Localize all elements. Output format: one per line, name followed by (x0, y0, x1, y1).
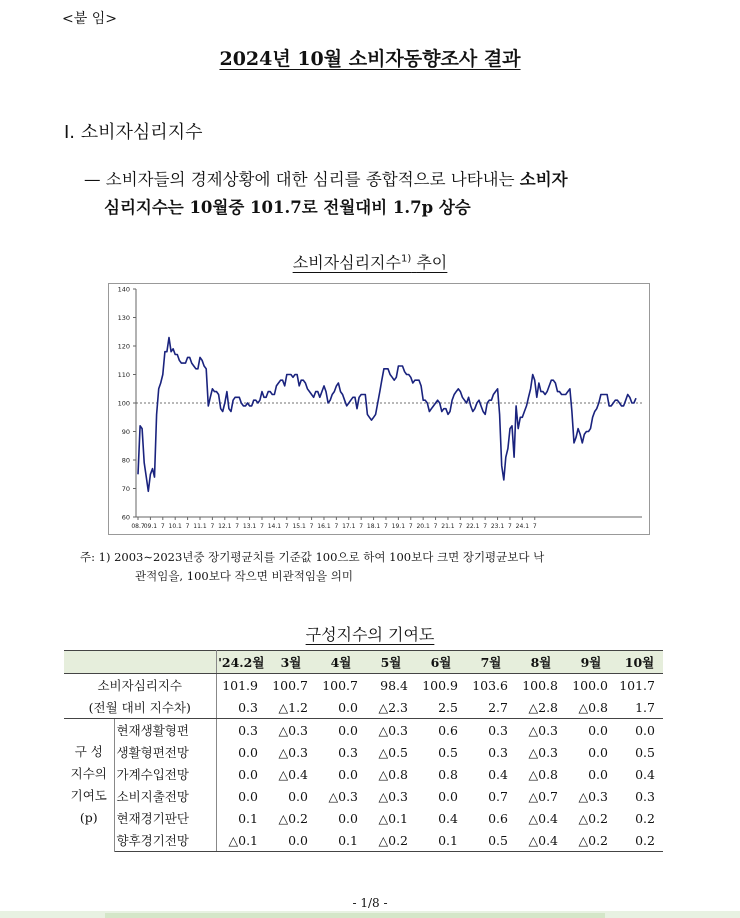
bullet-bold-2: 심리지수는 10월중 101.7로 전월대비 1.7p 상승 (104, 198, 471, 217)
group-label (64, 719, 114, 852)
page-title (0, 44, 740, 71)
cell: 0.3 (338, 744, 358, 760)
header-blank (64, 651, 216, 674)
cell: 0.1 (238, 810, 258, 826)
cell: 101.7 (619, 677, 655, 693)
y-tick-label: 80 (121, 456, 130, 465)
row-label: 현재생활형편 (114, 719, 216, 742)
cell: △0.3 (528, 744, 558, 760)
cell: △0.3 (378, 788, 408, 804)
cell: △0.4 (278, 766, 308, 782)
series-line (138, 338, 636, 492)
x-tick-label: 7 (433, 523, 438, 530)
cell: △0.3 (328, 788, 358, 804)
x-tick-label: 7 (185, 523, 190, 530)
x-tick-label: 7 (309, 523, 314, 530)
cell: △0.2 (366, 829, 416, 852)
y-tick-label: 120 (117, 342, 130, 351)
x-tick-label: 7 (408, 523, 413, 530)
cell: △0.3 (578, 788, 608, 804)
row-label: 생활형편전망 (114, 741, 216, 763)
cell: 0.3 (635, 788, 655, 804)
x-tick-label: 23.1 (490, 523, 505, 530)
cell: 100.9 (422, 677, 458, 693)
y-tick-label: 90 (121, 428, 130, 436)
component-row (64, 741, 663, 763)
component-row (64, 785, 663, 807)
cell: 0.0 (635, 722, 655, 738)
cell: △0.2 (578, 810, 608, 826)
x-tick-label: 17.1 (342, 523, 356, 530)
cell: △0.4 (528, 810, 558, 826)
x-tick-label: 7 (384, 523, 388, 530)
x-tick-label: 15.1 (292, 523, 306, 530)
y-tick-label: 60 (121, 513, 130, 522)
cell: 0.2 (616, 829, 663, 852)
x-tick-label: 10.1 (168, 523, 182, 530)
x-tick-label: 20.1 (416, 523, 430, 530)
col-header: 8월 (516, 651, 566, 674)
y-tick-label: 140 (117, 285, 130, 294)
x-tick-label: 7 (508, 523, 512, 530)
cell: 0.3 (216, 696, 266, 719)
col-header: 10월 (616, 651, 663, 674)
cell: △0.8 (566, 696, 616, 719)
cell: 0.7 (488, 788, 508, 804)
cell: △0.3 (278, 722, 308, 738)
contribution-table (64, 650, 663, 852)
component-row (64, 719, 663, 742)
bullet-dash: — (84, 170, 101, 189)
bullet-text: 소비자들의 경제상황에 대한 심리를 종합적으로 나타내는 (105, 170, 515, 189)
cell: △0.4 (516, 829, 566, 852)
chart-title-footnote: 1) (400, 253, 412, 265)
cell: △0.3 (278, 744, 308, 760)
y-tick-label: 70 (121, 485, 130, 493)
x-tick-label: 19.1 (391, 523, 406, 530)
page-title-text: 2024년 10월 소비자동향조사 결과 (219, 48, 521, 70)
x-tick-label: 21.1 (441, 523, 455, 530)
row-label: 소비지출전망 (114, 785, 216, 807)
cell: 0.0 (316, 696, 366, 719)
page-number: - 1/8 - (352, 896, 388, 910)
cell: 0.4 (488, 766, 508, 782)
cell: 0.5 (438, 744, 458, 760)
x-tick-label: 09.1 (143, 523, 158, 530)
x-tick-label: 13.1 (242, 523, 257, 530)
cell: 0.2 (635, 810, 655, 826)
cell: △2.8 (516, 696, 566, 719)
cell: △0.5 (378, 744, 408, 760)
x-tick-label: 18.1 (366, 523, 381, 530)
index-row (64, 674, 663, 697)
x-tick-label: 11.1 (193, 523, 207, 530)
x-tick-label: 14.1 (267, 523, 282, 530)
cell: 0.0 (438, 788, 458, 804)
cell: 0.4 (438, 810, 458, 826)
cell: 0.3 (488, 722, 508, 738)
bullet-bold-1: 소비자 (519, 170, 568, 189)
x-tick-label: 7 (458, 523, 463, 530)
cell: △0.2 (566, 829, 616, 852)
cell: △0.1 (216, 829, 266, 852)
chart-title-suffix: 추이 (416, 253, 448, 272)
chart-title-text: 소비자심리지수 (292, 253, 401, 272)
group-label-line: 구 성 (74, 744, 103, 760)
cell: 0.0 (288, 788, 308, 804)
note-prefix: 주: 1) (80, 550, 111, 564)
y-tick-label: 130 (117, 314, 130, 322)
cell: 100.8 (522, 677, 558, 693)
cell: 0.0 (588, 722, 608, 738)
component-row (64, 763, 663, 785)
cell: 0.0 (238, 744, 258, 760)
row-label: 소비자심리지수 (64, 674, 216, 697)
group-label-line: (p) (79, 810, 98, 826)
x-tick-label: 7 (235, 523, 240, 530)
table-title-text: 구성지수의 기여도 (305, 625, 435, 644)
chart-title (0, 250, 740, 273)
component-row (64, 829, 663, 852)
x-tick-label: 7 (210, 523, 215, 530)
chart-note (80, 548, 660, 586)
line-chart (109, 284, 649, 534)
x-tick-label: 7 (532, 523, 537, 530)
cell: 100.7 (272, 677, 308, 693)
table-header-row (64, 651, 663, 674)
x-tick-label: 22.1 (466, 523, 480, 530)
cell: 0.0 (338, 722, 358, 738)
cell: 2.5 (416, 696, 466, 719)
cell: 0.3 (488, 744, 508, 760)
cell: △0.2 (278, 810, 308, 826)
group-label-line: 기여도 (70, 788, 107, 804)
cell: 0.1 (416, 829, 466, 852)
cell: 103.6 (472, 677, 508, 693)
x-tick-label: 7 (160, 523, 165, 530)
cell: 0.0 (238, 766, 258, 782)
x-tick-label: 24.1 (515, 523, 530, 530)
x-tick-label: 7 (359, 523, 364, 530)
cell: 1.7 (616, 696, 663, 719)
cell: 0.1 (316, 829, 366, 852)
row-label: 향후경기전망 (114, 829, 216, 852)
cell: 100.7 (322, 677, 358, 693)
cell: 0.3 (238, 722, 258, 738)
cell: 0.5 (635, 744, 655, 760)
col-header: '24.2월 (216, 651, 266, 674)
cell: 2.7 (466, 696, 516, 719)
note-line-2: 관적임을, 100보다 작으면 비관적임을 의미 (135, 569, 353, 583)
cell: 0.6 (488, 810, 508, 826)
x-tick-label: 12.1 (218, 523, 232, 530)
cell: △2.3 (366, 696, 416, 719)
y-tick-label: 100 (117, 399, 130, 408)
cell: 98.4 (380, 677, 408, 693)
table-title (0, 622, 740, 645)
cell: △0.8 (378, 766, 408, 782)
x-tick-label: 7 (483, 523, 488, 530)
cell: 0.5 (466, 829, 516, 852)
footer-bar-inner (105, 913, 605, 918)
cell: △0.1 (378, 810, 408, 826)
chart-frame (108, 283, 650, 535)
x-tick-label: 7 (260, 523, 264, 530)
x-tick-label: 16.1 (317, 523, 331, 530)
cell: 0.0 (238, 788, 258, 804)
col-header: 3월 (266, 651, 316, 674)
cell: △1.2 (266, 696, 316, 719)
section-heading: Ⅰ. 소비자심리지수 (64, 122, 203, 143)
cell: 100.0 (572, 677, 608, 693)
cell: 0.8 (438, 766, 458, 782)
x-tick-label: 7 (284, 523, 289, 530)
component-row (64, 807, 663, 829)
attachment-label: <붙 임> (62, 11, 117, 27)
y-tick-label: 110 (117, 371, 130, 379)
cell: △0.8 (528, 766, 558, 782)
col-header: 6월 (416, 651, 466, 674)
cell: 0.0 (338, 766, 358, 782)
cell: 0.0 (588, 766, 608, 782)
note-line-1: 2003∼2023년중 장기평균치를 기준값 100으로 하여 100보다 크면 장기평균보다 낙 (114, 550, 545, 564)
row-label: (전월 대비 지수차) (64, 696, 216, 719)
col-header: 5월 (366, 651, 416, 674)
col-header: 9월 (566, 651, 616, 674)
col-header: 4월 (316, 651, 366, 674)
cell: 0.4 (635, 766, 655, 782)
row-label: 가계수입전망 (114, 763, 216, 785)
cell: △0.3 (378, 722, 408, 738)
cell: △0.7 (528, 788, 558, 804)
cell: 101.9 (222, 677, 258, 693)
cell: 0.6 (438, 722, 458, 738)
change-row (64, 696, 663, 719)
col-header: 7월 (466, 651, 516, 674)
x-tick-label: 08.7 (131, 523, 145, 530)
cell: 0.0 (588, 744, 608, 760)
cell: 0.0 (266, 829, 316, 852)
group-label-line: 지수의 (70, 766, 107, 782)
row-label: 현재경기판단 (114, 807, 216, 829)
x-tick-label: 7 (334, 523, 339, 530)
summary-bullet (84, 166, 684, 222)
cell: 0.0 (338, 810, 358, 826)
cell: △0.3 (528, 722, 558, 738)
